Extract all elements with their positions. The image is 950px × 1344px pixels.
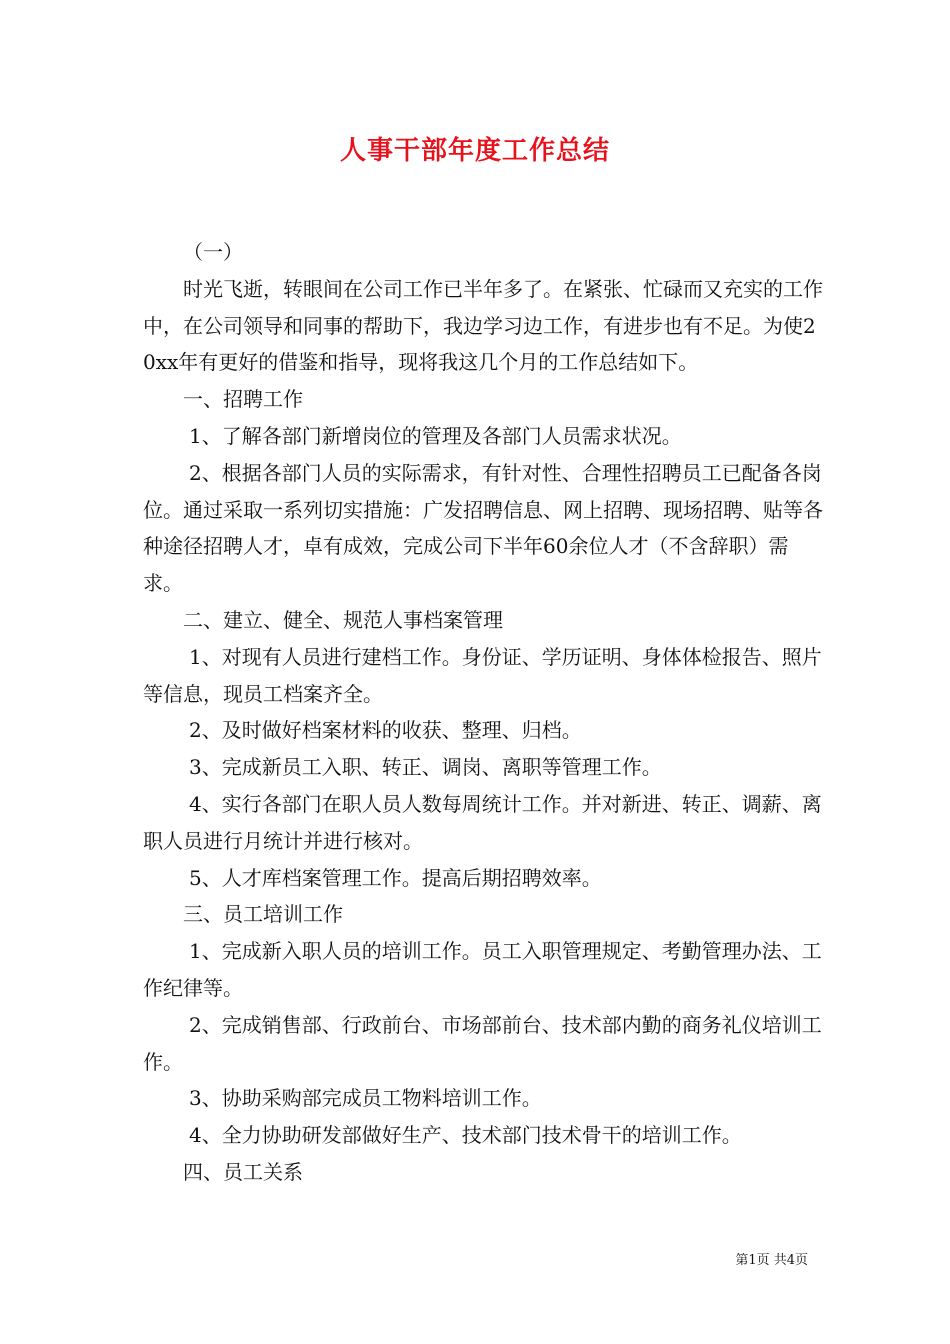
paragraph: 时光飞逝，转眼间在公司工作已半年多了。在紧张、忙碌而又充实的工作中，在公司领导和同事的帮助下，我边学习边工作，有进步也有不足。为使20xx年有更好的借鉴和指导，现将我这几个月的工作总结如下。 xyxy=(143,276,823,375)
section-heading: 三、员工培训工作 xyxy=(183,902,343,927)
list-item: 1、完成新入职人员的培训工作。员工入职管理规定、考勤管理办法、工作纪律等。 xyxy=(143,939,822,1000)
list-item: 1、了解各部门新增岗位的管理及各部门人员需求状况。 xyxy=(189,423,682,448)
document-body xyxy=(143,234,823,1191)
page-number: 第1页 共4页 xyxy=(735,1253,808,1268)
list-item: 5、人才库档案管理工作。提高后期招聘效率。 xyxy=(189,865,602,890)
list-item: 4、实行各部门在职人员人数每周统计工作。并对新进、转正、调薪、离职人员进行月统计并进行核对。 xyxy=(143,791,822,853)
list-item: 4、全力协助研发部做好生产、技术部门技术骨干的培训工作。 xyxy=(189,1123,742,1148)
list-item: 2、完成销售部、行政前台、市场部前台、技术部内勤的商务礼仪培训工作。 xyxy=(143,1012,822,1074)
section-heading: 四、员工关系 xyxy=(183,1159,303,1184)
list-item: 2、及时做好档案材料的收获、整理、归档。 xyxy=(189,718,582,743)
paragraph: （一） xyxy=(183,240,243,264)
list-item: 2、根据各部门人员的实际需求，有针对性、合理性招聘员工已配备各岗位。通过采取一系列切实措施：广发招聘信息、网上招聘、现场招聘、贴等各种途径招聘人才，卓有成效，完成公司下半年60余位人才（不含辞职）需求。 xyxy=(143,460,823,596)
list-item: 1、对现有人员进行建档工作。身份证、学历证明、身体体检报告、照片等信息，现员工档案齐全。 xyxy=(143,644,822,706)
section-heading: 二、建立、健全、规范人事档案管理 xyxy=(183,607,503,632)
list-item: 3、完成新员工入职、转正、调岗、离职等管理工作。 xyxy=(189,755,662,780)
section-heading: 一、招聘工作 xyxy=(183,387,303,412)
document-title: 人事干部年度工作总结 xyxy=(339,136,610,166)
list-item: 3、协助采购部完成员工物料培训工作。 xyxy=(189,1086,542,1111)
